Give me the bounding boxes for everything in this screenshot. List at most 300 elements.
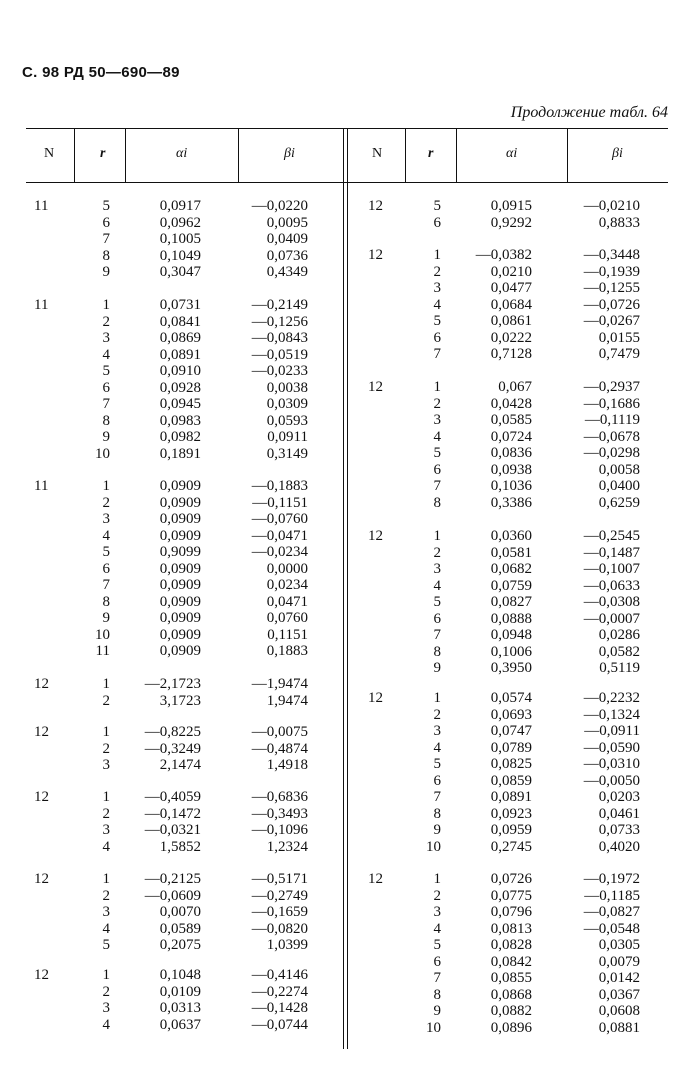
alpha-value: 0,2745: [490, 838, 532, 855]
r-index: 3: [433, 904, 441, 920]
beta-value: —0,0519: [251, 346, 308, 363]
alpha-value: —0,3249: [144, 740, 201, 757]
alpha-value: 0,9292: [490, 214, 532, 231]
col-header-alpha-right: αi: [506, 146, 518, 161]
beta-value: —0,1972: [583, 871, 640, 887]
col-header-n-left: N: [44, 146, 55, 161]
alpha-value: 0,0070: [159, 904, 201, 920]
alpha-value: 0,0313: [159, 1000, 201, 1016]
alpha-value: 0,0841: [159, 313, 201, 330]
r-index: 1: [102, 789, 110, 805]
alpha-value: 0,067: [498, 379, 532, 395]
alpha-value: 0,0896: [490, 1019, 532, 1036]
group-n-value: 12: [34, 789, 49, 805]
alpha-value: 0,1036: [490, 478, 532, 494]
beta-value: 0,0095: [266, 214, 308, 231]
r-index: 3: [102, 904, 110, 920]
r-index: 7: [433, 478, 441, 494]
alpha-value: 0,9099: [159, 544, 201, 560]
r-index: 7: [433, 789, 441, 805]
beta-value: —0,2232: [583, 690, 640, 706]
r-index: 4: [433, 428, 441, 445]
alpha-value: —0,1472: [144, 805, 201, 822]
r-index: 10: [95, 445, 110, 462]
group-n-value: 11: [34, 198, 49, 214]
beta-value: —0,0760: [251, 511, 308, 527]
beta-value: 1,9474: [266, 692, 308, 709]
alpha-value: 0,0888: [490, 610, 532, 627]
alpha-value: 0,0915: [490, 198, 532, 214]
alpha-value: 0,0945: [159, 396, 201, 412]
r-index: 2: [433, 263, 441, 280]
beta-value: —0,5171: [251, 871, 308, 887]
beta-value: 0,0234: [266, 577, 308, 593]
alpha-value: 0,0909: [159, 494, 201, 511]
col-header-beta-left: βi: [284, 146, 295, 161]
r-index: 2: [433, 544, 441, 561]
r-index: 3: [433, 280, 441, 296]
beta-value: —0,0744: [251, 1016, 308, 1033]
alpha-value: 0,0726: [490, 871, 532, 887]
r-index: 3: [433, 723, 441, 739]
beta-value: —0,1324: [583, 706, 640, 723]
r-index: 11: [95, 643, 110, 659]
r-index: 2: [102, 494, 110, 511]
beta-value: —0,2937: [583, 379, 640, 395]
r-index: 2: [102, 313, 110, 330]
beta-value: —0,1151: [252, 494, 308, 511]
r-index: 4: [102, 346, 110, 363]
alpha-value: 0,0581: [490, 544, 532, 561]
beta-value: —0,0310: [583, 756, 640, 772]
beta-value: —0,1883: [251, 478, 308, 494]
group-n-value: 12: [368, 198, 383, 214]
beta-value: 0,0608: [598, 1003, 640, 1019]
beta-value: 1,0399: [266, 937, 308, 953]
column-divider: [125, 129, 126, 182]
beta-value: 0,4020: [598, 838, 640, 855]
r-index: 4: [102, 527, 110, 544]
alpha-value: 0,0827: [490, 594, 532, 610]
group-n-value: 11: [34, 478, 49, 494]
beta-value: 0,3149: [266, 445, 308, 462]
alpha-value: —0,4059: [144, 789, 201, 805]
r-index: 7: [102, 396, 110, 412]
r-index: 4: [102, 920, 110, 937]
alpha-value: 0,0693: [490, 706, 532, 723]
r-index: 8: [102, 593, 110, 610]
alpha-value: 0,0842: [490, 953, 532, 970]
group-n-value: 11: [34, 297, 49, 313]
alpha-value: 0,1048: [159, 967, 201, 983]
beta-value: —0,2749: [251, 887, 308, 904]
beta-value: —0,1185: [584, 887, 640, 904]
alpha-value: —0,0321: [144, 822, 201, 838]
beta-value: —0,4146: [251, 967, 308, 983]
r-index: 6: [433, 772, 441, 789]
beta-value: —0,1256: [251, 313, 308, 330]
alpha-value: 0,0789: [490, 739, 532, 756]
r-index: 6: [433, 610, 441, 627]
beta-value: 0,0911: [267, 429, 308, 445]
alpha-value: 0,7128: [490, 346, 532, 362]
group-n-value: 12: [368, 528, 383, 544]
alpha-value: 0,0109: [159, 983, 201, 1000]
alpha-value: 0,0731: [159, 297, 201, 313]
alpha-value: 0,0882: [490, 1003, 532, 1019]
r-index: 8: [102, 412, 110, 429]
beta-value: —0,1007: [583, 561, 640, 577]
beta-value: 0,0305: [598, 937, 640, 953]
alpha-value: 0,0796: [490, 904, 532, 920]
beta-value: 0,0142: [598, 970, 640, 986]
column-divider-double: [347, 129, 348, 1049]
r-index: 2: [433, 887, 441, 904]
beta-value: 0,0733: [598, 822, 640, 838]
col-header-alpha-left: αi: [176, 146, 188, 161]
beta-value: 0,0309: [266, 396, 308, 412]
r-index: 3: [102, 757, 110, 773]
r-index: 1: [433, 871, 441, 887]
r-index: 7: [102, 577, 110, 593]
beta-value: 0,0471: [266, 593, 308, 610]
beta-value: —0,0308: [583, 594, 640, 610]
alpha-value: 0,0962: [159, 214, 201, 231]
r-index: 1: [433, 690, 441, 706]
beta-value: —0,1428: [251, 1000, 308, 1016]
alpha-value: 0,0589: [159, 920, 201, 937]
alpha-value: 2,1474: [159, 757, 201, 773]
beta-value: —1,9474: [251, 676, 308, 692]
r-index: 4: [102, 1016, 110, 1033]
beta-value: 0,0367: [598, 986, 640, 1003]
alpha-value: 0,0222: [490, 329, 532, 346]
r-index: 5: [102, 363, 110, 379]
alpha-value: 0,0917: [159, 198, 201, 214]
beta-value: —0,0678: [583, 428, 640, 445]
alpha-value: 3,1723: [159, 692, 201, 709]
alpha-value: 0,0909: [159, 643, 201, 659]
beta-value: —0,2149: [251, 297, 308, 313]
beta-value: —0,0590: [583, 739, 640, 756]
alpha-value: —0,0382: [475, 247, 532, 263]
r-index: 9: [433, 1003, 441, 1019]
alpha-value: 0,0861: [490, 313, 532, 329]
r-index: 2: [433, 395, 441, 412]
alpha-value: 0,0909: [159, 511, 201, 527]
alpha-value: 0,0825: [490, 756, 532, 772]
alpha-value: 0,0909: [159, 626, 201, 643]
beta-value: —0,0234: [251, 544, 308, 560]
r-index: 3: [433, 561, 441, 577]
column-divider-double: [343, 129, 344, 1049]
r-index: 4: [102, 838, 110, 855]
r-index: 8: [433, 805, 441, 822]
alpha-value: 0,0909: [159, 610, 201, 626]
beta-value: 0,7479: [598, 346, 640, 362]
alpha-value: 0,1891: [159, 445, 201, 462]
alpha-value: 0,0855: [490, 970, 532, 986]
alpha-value: 0,0682: [490, 561, 532, 577]
group-n-value: 12: [368, 247, 383, 263]
r-index: 7: [433, 627, 441, 643]
alpha-value: 0,0868: [490, 986, 532, 1003]
alpha-value: —0,8225: [144, 724, 201, 740]
alpha-value: 0,0428: [490, 395, 532, 412]
r-index: 8: [433, 643, 441, 660]
r-index: 2: [102, 983, 110, 1000]
alpha-value: 0,0775: [490, 887, 532, 904]
alpha-value: 0,0938: [490, 461, 532, 478]
group-n-value: 12: [34, 967, 49, 983]
r-index: 3: [433, 412, 441, 428]
alpha-value: 0,0909: [159, 478, 201, 494]
beta-value: 0,4349: [266, 264, 308, 280]
r-index: 5: [102, 198, 110, 214]
r-index: 5: [102, 937, 110, 953]
r-index: 1: [102, 967, 110, 983]
beta-value: —0,0220: [251, 198, 308, 214]
alpha-value: 0,0891: [159, 346, 201, 363]
column-divider: [74, 129, 75, 182]
group-n-value: 12: [34, 724, 49, 740]
beta-value: 0,1151: [267, 626, 308, 643]
r-index: 10: [426, 838, 441, 855]
col-header-beta-right: βi: [612, 146, 623, 161]
alpha-value: 0,0923: [490, 805, 532, 822]
r-index: 4: [433, 739, 441, 756]
r-index: 5: [102, 544, 110, 560]
beta-value: 0,0286: [598, 627, 640, 643]
beta-value: —0,0548: [583, 920, 640, 937]
beta-value: 0,0593: [266, 412, 308, 429]
beta-value: —0,0050: [583, 772, 640, 789]
r-index: 3: [102, 822, 110, 838]
r-index: 8: [433, 494, 441, 511]
r-index: 10: [95, 626, 110, 643]
beta-value: —0,1255: [583, 280, 640, 296]
r-index: 3: [102, 511, 110, 527]
beta-value: 0,0203: [598, 789, 640, 805]
r-index: 9: [102, 264, 110, 280]
r-index: 6: [102, 379, 110, 396]
r-index: 3: [102, 1000, 110, 1016]
r-index: 6: [433, 214, 441, 231]
alpha-value: 0,3386: [490, 494, 532, 511]
alpha-value: 0,0928: [159, 379, 201, 396]
r-index: 2: [102, 740, 110, 757]
beta-value: —0,0827: [583, 904, 640, 920]
alpha-value: 0,0210: [490, 263, 532, 280]
beta-value: —0,1659: [251, 904, 308, 920]
column-divider: [567, 129, 568, 182]
r-index: 6: [102, 560, 110, 577]
beta-value: 0,0058: [598, 461, 640, 478]
alpha-value: —2,1723: [144, 676, 201, 692]
r-index: 8: [433, 986, 441, 1003]
beta-value: 0,0079: [598, 953, 640, 970]
beta-value: —0,0075: [251, 724, 308, 740]
beta-value: —0,0233: [251, 363, 308, 379]
beta-value: 1,4918: [266, 757, 308, 773]
beta-value: 0,8833: [598, 214, 640, 231]
alpha-value: —0,0609: [144, 887, 201, 904]
group-n-value: 12: [34, 871, 49, 887]
alpha-value: 0,0982: [159, 429, 201, 445]
r-index: 6: [433, 461, 441, 478]
alpha-value: 0,0836: [490, 445, 532, 461]
beta-value: 0,0461: [598, 805, 640, 822]
alpha-value: 0,0360: [490, 528, 532, 544]
r-index: 10: [426, 1019, 441, 1036]
r-index: 5: [433, 445, 441, 461]
alpha-value: 0,0910: [159, 363, 201, 379]
column-divider: [456, 129, 457, 182]
alpha-value: 0,0813: [490, 920, 532, 937]
beta-value: —0,0007: [583, 610, 640, 627]
beta-value: 0,1883: [266, 643, 308, 659]
group-n-value: 12: [368, 871, 383, 887]
beta-value: 0,0155: [598, 329, 640, 346]
r-index: 1: [433, 247, 441, 263]
alpha-value: 0,3047: [159, 264, 201, 280]
beta-value: —0,4874: [251, 740, 308, 757]
r-index: 6: [102, 214, 110, 231]
alpha-value: 0,0585: [490, 412, 532, 428]
beta-value: 0,0400: [598, 478, 640, 494]
beta-value: 0,0582: [598, 643, 640, 660]
alpha-value: 0,1005: [159, 231, 201, 247]
beta-value: —0,6836: [251, 789, 308, 805]
r-index: 8: [102, 247, 110, 264]
table-continuation-label: Продолжение табл. 64: [510, 104, 668, 121]
beta-value: 0,0000: [266, 560, 308, 577]
beta-value: —0,3448: [583, 247, 640, 263]
r-index: 1: [102, 676, 110, 692]
beta-value: 1,2324: [266, 838, 308, 855]
r-index: 6: [433, 953, 441, 970]
r-index: 5: [433, 198, 441, 214]
r-index: 9: [433, 660, 441, 676]
alpha-value: 0,0909: [159, 593, 201, 610]
beta-value: 0,0409: [266, 231, 308, 247]
beta-value: —0,2274: [251, 983, 308, 1000]
beta-value: —0,0471: [251, 527, 308, 544]
r-index: 1: [102, 871, 110, 887]
r-index: 7: [433, 970, 441, 986]
beta-value: —0,0633: [583, 577, 640, 594]
r-index: 4: [433, 920, 441, 937]
alpha-value: 0,2075: [159, 937, 201, 953]
r-index: 5: [433, 756, 441, 772]
col-header-r-right: r: [428, 146, 434, 161]
beta-value: —0,0210: [583, 198, 640, 214]
beta-value: —0,1096: [251, 822, 308, 838]
beta-value: —0,0267: [583, 313, 640, 329]
r-index: 1: [102, 297, 110, 313]
beta-value: —0,3493: [251, 805, 308, 822]
beta-value: —0,0911: [584, 723, 640, 739]
alpha-value: 0,0724: [490, 428, 532, 445]
beta-value: —0,0726: [583, 296, 640, 313]
r-index: 2: [433, 706, 441, 723]
group-n-value: 12: [34, 676, 49, 692]
beta-value: 0,0736: [266, 247, 308, 264]
r-index: 7: [433, 346, 441, 362]
alpha-value: 0,0909: [159, 577, 201, 593]
alpha-value: 1,5852: [159, 838, 201, 855]
alpha-value: 0,0684: [490, 296, 532, 313]
alpha-value: 0,0859: [490, 772, 532, 789]
alpha-value: 0,1049: [159, 247, 201, 264]
r-index: 1: [433, 528, 441, 544]
r-index: 2: [102, 805, 110, 822]
alpha-value: 0,0909: [159, 560, 201, 577]
alpha-value: 0,0959: [490, 822, 532, 838]
alpha-value: 0,0891: [490, 789, 532, 805]
r-index: 7: [102, 231, 110, 247]
alpha-value: 0,3950: [490, 660, 532, 676]
alpha-value: 0,0477: [490, 280, 532, 296]
column-divider: [238, 129, 239, 182]
beta-value: 0,5119: [599, 660, 640, 676]
beta-value: 0,0038: [266, 379, 308, 396]
r-index: 4: [433, 296, 441, 313]
beta-value: —0,0843: [251, 330, 308, 346]
beta-value: —0,1119: [584, 412, 640, 428]
beta-value: 0,6259: [598, 494, 640, 511]
r-index: 6: [433, 329, 441, 346]
beta-value: —0,1686: [583, 395, 640, 412]
r-index: 1: [102, 724, 110, 740]
beta-value: —0,2545: [583, 528, 640, 544]
r-index: 1: [102, 478, 110, 494]
column-divider: [405, 129, 406, 182]
alpha-value: —0,2125: [144, 871, 201, 887]
page-header: С. 98 РД 50—690—89: [22, 64, 180, 81]
r-index: 5: [433, 313, 441, 329]
r-index: 9: [433, 822, 441, 838]
alpha-value: 0,0909: [159, 527, 201, 544]
beta-value: —0,1487: [583, 544, 640, 561]
beta-value: 0,0881: [598, 1019, 640, 1036]
alpha-value: 0,1006: [490, 643, 532, 660]
alpha-value: 0,0574: [490, 690, 532, 706]
r-index: 2: [102, 692, 110, 709]
r-index: 5: [433, 937, 441, 953]
alpha-value: 0,0869: [159, 330, 201, 346]
alpha-value: 0,0828: [490, 937, 532, 953]
beta-value: —0,1939: [583, 263, 640, 280]
col-header-n-right: N: [372, 146, 383, 161]
alpha-value: 0,0948: [490, 627, 532, 643]
r-index: 3: [102, 330, 110, 346]
r-index: 1: [433, 379, 441, 395]
beta-value: 0,0760: [266, 610, 308, 626]
r-index: 2: [102, 887, 110, 904]
beta-value: —0,0820: [251, 920, 308, 937]
r-index: 5: [433, 594, 441, 610]
group-n-value: 12: [368, 379, 383, 395]
alpha-value: 0,0983: [159, 412, 201, 429]
r-index: 9: [102, 610, 110, 626]
col-header-r-left: r: [100, 146, 106, 161]
beta-value: —0,0298: [583, 445, 640, 461]
alpha-value: 0,0759: [490, 577, 532, 594]
alpha-value: 0,0637: [159, 1016, 201, 1033]
group-n-value: 12: [368, 690, 383, 706]
alpha-value: 0,0747: [490, 723, 532, 739]
